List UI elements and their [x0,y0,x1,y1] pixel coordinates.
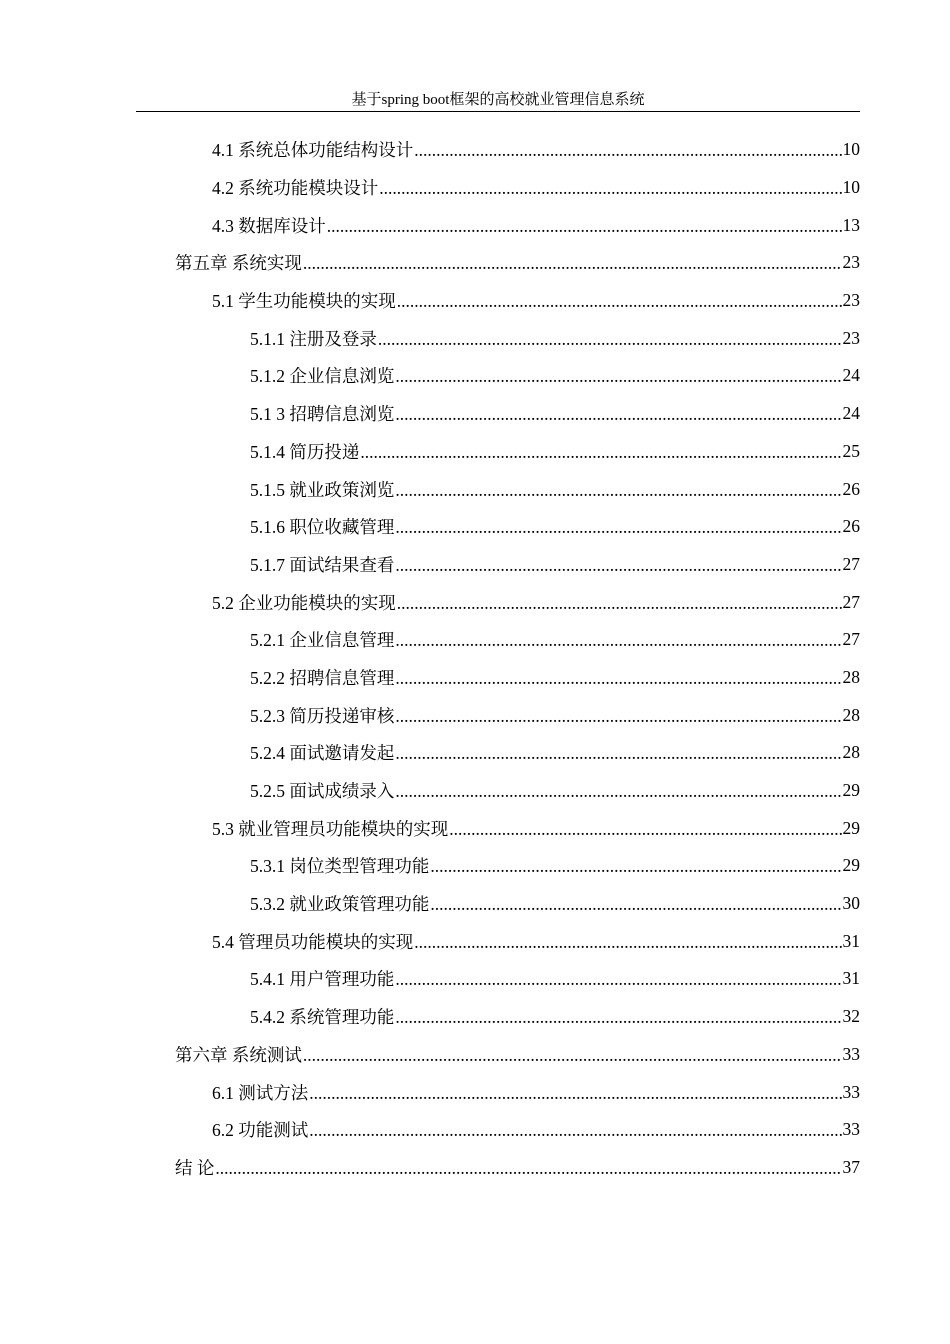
dot-leader [395,480,841,501]
toc-entry-label: 5.3.1 岗位类型管理功能 [250,856,430,877]
toc-entry[interactable] [250,960,860,998]
toc-entry[interactable] [175,1149,860,1187]
dot-leader [414,932,841,953]
toc-entry-label: 6.2 功能测试 [212,1120,309,1141]
toc-entry-label: 5.1 3 招聘信息浏览 [250,404,395,425]
toc-entry-label: 5.1.2 企业信息浏览 [250,366,395,387]
toc-entry-page-number: 29 [842,817,860,838]
toc-entry[interactable] [250,734,860,772]
toc-entry[interactable] [250,621,860,659]
toc-entry-label: 4.3 数据库设计 [212,215,326,236]
toc-entry-label: 5.1.5 就业政策浏览 [250,479,395,500]
toc-entry[interactable] [250,470,860,508]
toc-entry-page-number: 32 [842,1006,860,1027]
toc-entry[interactable] [212,1111,860,1149]
toc-entry-page-number: 27 [842,591,860,612]
dot-leader [395,555,841,576]
toc-entry-label: 5.2 企业功能模块的实现 [212,592,396,613]
toc-entry[interactable] [250,696,860,734]
toc-entry-page-number: 24 [842,403,860,424]
toc-entry-page-number: 25 [842,440,860,461]
dot-leader [395,630,841,651]
toc-entry-page-number: 33 [842,1081,860,1102]
toc-entry-page-number: 27 [842,629,860,650]
toc-entry-page-number: 26 [842,478,860,499]
dot-leader [215,1158,841,1179]
dot-leader [395,668,841,689]
toc-entry-label: 4.2 系统功能模块设计 [212,178,379,199]
toc-entry-label: 5.2.1 企业信息管理 [250,630,395,651]
toc-entry[interactable] [250,433,860,471]
toc-entry-page-number: 33 [842,1119,860,1140]
toc-entry-label: 5.1 学生功能模块的实现 [212,291,396,312]
toc-entry[interactable] [250,395,860,433]
toc-entry[interactable] [250,508,860,546]
toc-entry-label: 5.2.4 面试邀请发起 [250,743,395,764]
toc-entry-page-number: 29 [842,855,860,876]
toc-entry-page-number: 10 [842,177,860,198]
toc-entry-page-number: 28 [842,704,860,725]
dot-leader [395,706,841,727]
toc-entry-label: 5.4 管理员功能模块的实现 [212,931,414,952]
toc-entry[interactable] [212,583,860,621]
toc-entry[interactable] [212,809,860,847]
dot-leader [303,1045,842,1066]
dot-leader [395,517,841,538]
toc-entry-label: 5.1.1 注册及登录 [250,328,377,349]
toc-entry-page-number: 31 [842,930,860,951]
toc-entry-label: 5.4.1 用户管理功能 [250,969,395,990]
toc-entry-page-number: 29 [842,780,860,801]
toc-entry-page-number: 26 [842,516,860,537]
toc-entry[interactable] [212,922,860,960]
toc-entry-label: 4.1 系统总体功能结构设计 [212,140,414,161]
toc-entry-label: 5.3 就业管理员功能模块的实现 [212,818,449,839]
header-rule [136,111,860,112]
dot-leader [430,894,841,915]
dot-leader [378,329,842,350]
toc-entry[interactable] [175,1036,860,1074]
dot-leader [395,1007,841,1028]
toc-entry-page-number: 27 [842,553,860,574]
toc-entry[interactable] [250,319,860,357]
dot-leader [449,819,841,840]
toc-entry-label: 5.1.4 简历投递 [250,441,360,462]
toc-entry[interactable] [212,169,860,207]
toc-entry[interactable] [250,885,860,923]
dot-leader [414,140,841,161]
dot-leader [360,442,841,463]
toc-entry-page-number: 23 [842,327,860,348]
toc-entry[interactable] [212,1073,860,1111]
toc-entry-label: 5.3.2 就业政策管理功能 [250,894,430,915]
toc-entry-page-number: 13 [842,214,860,235]
toc-entry[interactable] [212,282,860,320]
toc-entry[interactable] [250,659,860,697]
toc-entry-label: 5.1.7 面试结果查看 [250,554,395,575]
table-of-contents [0,131,950,1186]
running-header: 基于spring boot框架的高校就业管理信息系统 [351,92,645,108]
dot-leader [397,291,842,312]
dot-leader [395,969,841,990]
toc-entry-label: 5.2.5 面试成绩录入 [250,781,395,802]
toc-entry[interactable] [250,847,860,885]
toc-entry-page-number: 10 [842,139,860,160]
dot-leader [327,216,842,237]
dot-leader [309,1083,841,1104]
toc-entry-label: 5.2.2 招聘信息管理 [250,667,395,688]
toc-entry[interactable] [250,998,860,1036]
dot-leader [397,593,842,614]
toc-entry-label: 第六章 系统测试 [175,1044,302,1065]
toc-entry-label: 5.1.6 职位收藏管理 [250,517,395,538]
toc-entry-label: 第五章 系统实现 [175,253,302,274]
toc-entry-page-number: 28 [842,666,860,687]
dot-leader [395,366,841,387]
toc-entry[interactable] [250,357,860,395]
toc-entry[interactable] [250,546,860,584]
toc-entry[interactable] [175,244,860,282]
toc-entry-page-number: 24 [842,365,860,386]
toc-entry-label: 6.1 测试方法 [212,1082,309,1103]
dot-leader [379,178,841,199]
toc-entry[interactable] [250,772,860,810]
dot-leader [309,1120,841,1141]
toc-entry[interactable] [212,206,860,244]
toc-entry-page-number: 28 [842,742,860,763]
dot-leader [303,253,842,274]
dot-leader [395,781,841,802]
toc-entry-label: 结 论 [175,1157,215,1178]
toc-entry-page-number: 30 [842,893,860,914]
dot-leader [430,856,841,877]
toc-entry-label: 5.4.2 系统管理功能 [250,1007,395,1028]
toc-entry-page-number: 33 [842,1043,860,1064]
dot-leader [395,743,841,764]
toc-entry-page-number: 23 [842,252,860,273]
toc-entry-page-number: 23 [842,290,860,311]
toc-entry[interactable] [212,131,860,169]
toc-entry-page-number: 37 [842,1156,860,1177]
dot-leader [395,404,841,425]
toc-entry-label: 5.2.3 简历投递审核 [250,705,395,726]
toc-entry-page-number: 31 [842,968,860,989]
